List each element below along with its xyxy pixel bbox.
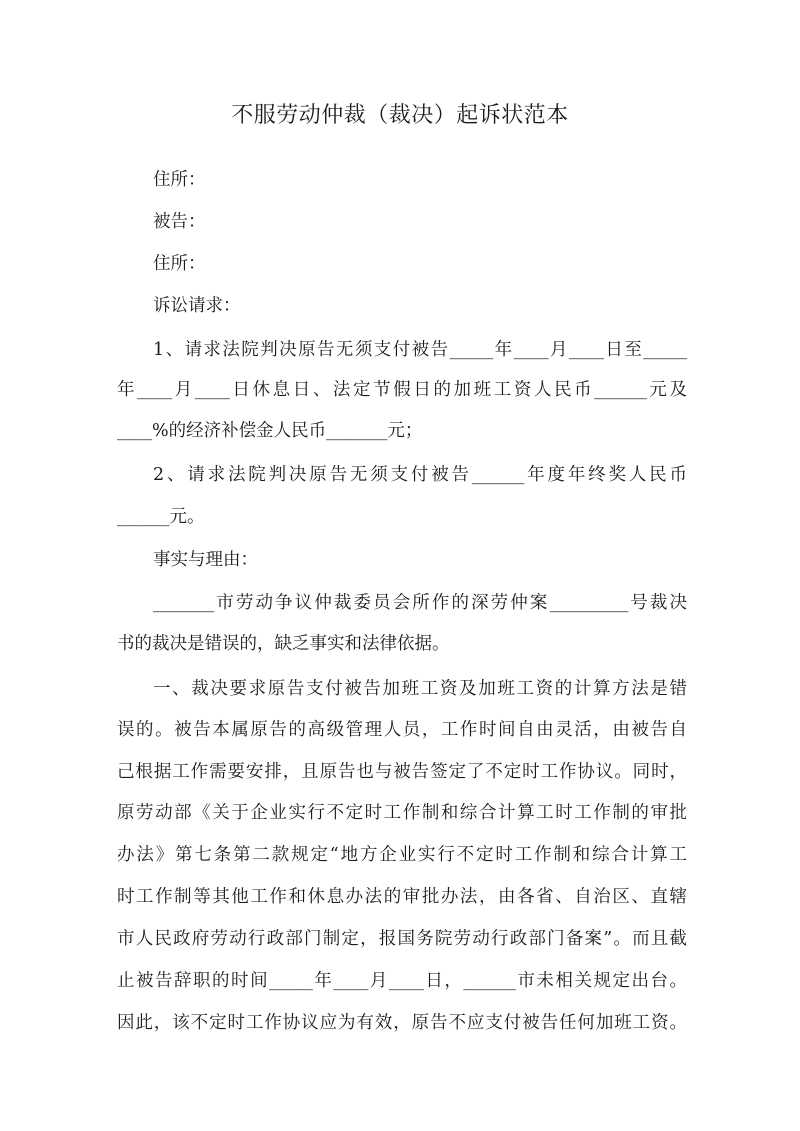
defendant-label: 被告： (153, 212, 206, 232)
facts-heading: 事实与理由： (153, 550, 258, 570)
facts-para-2-line-7: 市人民政府劳动行政部门制定，报国务院劳动行政部门备案”。而且截 (117, 929, 687, 949)
facts-para-2-line-4: 原劳动部《关于企业实行不定时工作制和综合计算工时工作制的审批 (117, 803, 687, 823)
defendant-address-label: 住所： (153, 254, 206, 274)
claim-2-line-2: ______元。 (117, 507, 205, 527)
facts-para-2-line-9: 因此，该不定时工作协议应为有效，原告不应支付被告任何加班工资。 (117, 1013, 687, 1033)
facts-para-2-line-6: 时工作制等其他工作和休息办法的审批办法，由各省、自治区、直辖 (117, 887, 687, 907)
facts-para-2-line-5: 办法》第七条第二款规定“地方企业实行不定时工作制和综合计算工 (117, 845, 687, 865)
facts-para-1-line-2: 书的裁决是错误的，缺乏事实和法律依据。 (117, 634, 450, 654)
facts-para-1-line-1: _______市劳动争议仲裁委员会所作的深劳仲案_________号裁决 (153, 593, 687, 613)
facts-para-2-line-8: 止被告辞职的时间_____年____月____日，______市未相关规定出台。 (117, 971, 687, 991)
claim-1-line-1: 1、请求法院判决原告无须支付被告_____年____月____日至_____ (153, 340, 687, 360)
claim-1-line-2: 年____月____日休息日、法定节假日的加班工资人民币______元及 (117, 380, 687, 400)
facts-para-2-line-3: 己根据工作需要安排，且原告也与被告签定了不定时工作协议。同时， (117, 762, 687, 782)
facts-para-2-line-1: 一、裁决要求原告支付被告加班工资及加班工资的计算方法是错 (153, 679, 687, 699)
facts-para-2-line-2: 误的。被告本属原告的高级管理人员，工作时间自由灵活，由被告自 (117, 720, 687, 740)
plaintiff-address-label: 住所： (153, 170, 206, 190)
claim-1-line-3: ____%的经济补偿金人民币_______元； (117, 421, 423, 441)
claims-heading: 诉讼请求： (153, 296, 241, 316)
document-title: 不服劳动仲裁（裁决）起诉状范本 (231, 103, 569, 128)
claim-2-line-1: 2、请求法院判决原告无须支付被告______年度年终奖人民币 (153, 465, 687, 485)
